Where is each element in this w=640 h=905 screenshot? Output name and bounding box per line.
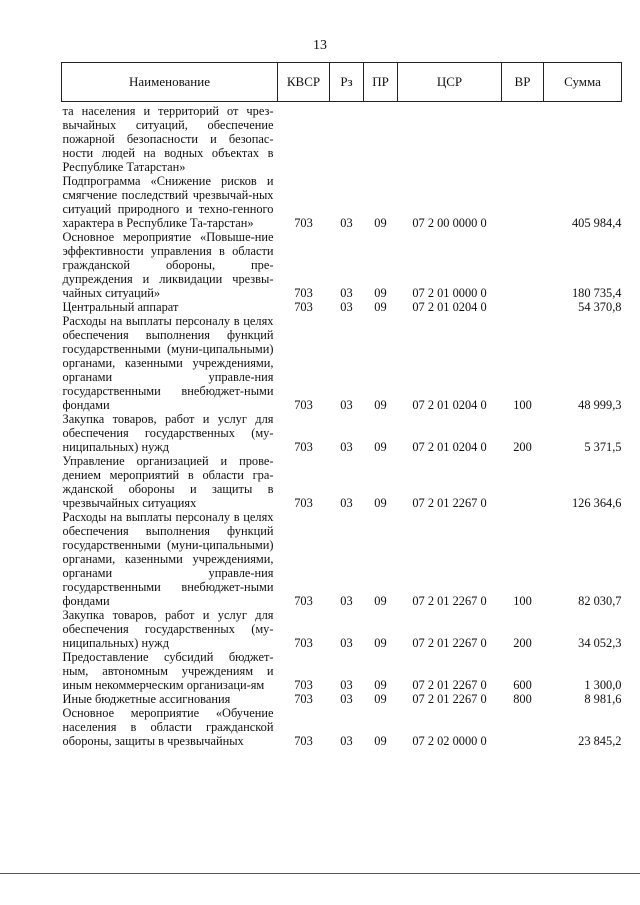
cell-name: Центральный аппарат [62,300,179,314]
cell-pr: 09 [374,286,387,300]
table-row [62,510,622,608]
cell-kvsr: 703 [294,594,313,608]
cell-sum: 180 735,4 [571,286,622,300]
cell-pr: 09 [374,734,387,748]
cell-sum: 48 999,3 [578,398,622,412]
cell-rz [330,102,364,175]
cell-rz: 03 [340,216,353,230]
cell-pr [364,102,398,175]
cell-sum [544,102,622,175]
cell-kvsr: 703 [294,286,313,300]
cell-name: Основное мероприятие «Обучение населения в области гражданской обороны, защиты в чрезвычайных [62,706,274,748]
col-header-sum: Сумма [544,63,622,102]
cell-csr: 07 2 01 0204 0 [412,300,487,314]
cell-csr [398,102,502,175]
cell-rz: 03 [340,496,353,510]
cell-sum: 23 845,2 [578,734,622,748]
table-row [62,454,622,510]
cell-kvsr: 703 [294,440,313,454]
cell-rz: 03 [340,286,353,300]
cell-rz: 03 [340,734,353,748]
cell-pr: 09 [374,440,387,454]
cell-csr: 07 2 01 2267 0 [412,678,487,692]
col-header-csr: ЦСР [398,63,502,102]
cell-vr: 100 [513,594,532,608]
cell-sum: 8 981,6 [584,692,622,706]
cell-pr: 09 [374,594,387,608]
cell-rz: 03 [340,692,353,706]
cell-kvsr: 703 [294,734,313,748]
table-row [62,412,622,454]
cell-name: Иные бюджетные ассигнования [62,692,231,706]
col-header-vr: ВР [502,63,544,102]
cell-rz: 03 [340,300,353,314]
cell-csr: 07 2 01 2267 0 [412,636,487,650]
col-header-name: Наименование [62,63,278,102]
cell-sum: 405 984,4 [571,216,622,230]
cell-pr: 09 [374,496,387,510]
cell-csr: 07 2 02 0000 0 [412,734,487,748]
cell-name: Расходы на выплаты персоналу в целях обеспечения выполнения функций государственными (муни-ципальными) органами, казенными учреждениями, органами управле-ния государственными внебюджет-ными фондами [62,510,274,608]
cell-rz: 03 [340,594,353,608]
cell-csr: 07 2 01 0204 0 [412,440,487,454]
cell-vr [502,706,544,748]
cell-name: Закупка товаров, работ и услуг для обеспечения государственных (му-ниципальных) нужд [62,412,274,454]
cell-pr: 09 [374,636,387,650]
cell-csr: 07 2 01 2267 0 [412,692,487,706]
cell-name: та населения и территорий от чрез-вычайных ситуаций, обеспечение пожарной безопасности и безопас-ности людей на водных объектах в Республике Татарстан» [62,104,274,174]
cell-csr: 07 2 01 2267 0 [412,594,487,608]
table-row [62,706,622,748]
cell-kvsr [278,102,330,175]
cell-pr: 09 [374,678,387,692]
cell-kvsr: 703 [294,678,313,692]
col-header-pr: ПР [364,63,398,102]
page-number: 13 [313,38,327,53]
cell-vr [502,230,544,300]
table-row [62,314,622,412]
page-bottom-divider [0,873,640,874]
cell-kvsr: 703 [294,300,313,314]
cell-sum: 54 370,8 [578,300,622,314]
table-body [62,102,622,749]
cell-kvsr: 703 [294,216,313,230]
cell-pr: 09 [374,300,387,314]
cell-rz: 03 [340,398,353,412]
table-row [62,230,622,300]
cell-rz: 03 [340,636,353,650]
budget-table [61,62,622,748]
cell-vr: 600 [513,678,532,692]
cell-kvsr: 703 [294,636,313,650]
cell-pr: 09 [374,692,387,706]
cell-vr: 200 [513,636,532,650]
cell-vr [502,300,544,314]
cell-name: Подпрограмма «Снижение рисков и смягчение последствий чрезвычай-ных ситуаций природного и техно-генного характера в Республике Та-тарстан» [62,174,274,230]
cell-vr [502,102,544,175]
cell-name: Управление организацией и прове-дением мероприятий в области гра-жданской обороны и защиты в чрезвычайных ситуациях [62,454,274,510]
cell-name: Предоставление субсидий бюджет-ным, автономным учреждениям и иным некоммерческим организаци-ям [62,650,274,692]
col-header-kvsr: КВСР [278,63,330,102]
cell-vr: 200 [513,440,532,454]
table-row [62,102,622,175]
cell-kvsr: 703 [294,398,313,412]
table-row [62,300,622,314]
cell-vr: 100 [513,398,532,412]
table-row [62,174,622,230]
cell-name: Закупка товаров, работ и услуг для обеспечения государственных (му-ниципальных) нужд [62,608,274,650]
cell-vr: 800 [513,692,532,706]
cell-vr [502,454,544,510]
cell-sum: 126 364,6 [571,496,622,510]
cell-vr [502,174,544,230]
cell-sum: 5 371,5 [584,440,622,454]
cell-kvsr: 703 [294,692,313,706]
cell-pr: 09 [374,398,387,412]
cell-kvsr: 703 [294,496,313,510]
cell-rz: 03 [340,440,353,454]
cell-name: Основное мероприятие «Повыше-ние эффективности управления в области гражданской обороны, пре-дупреждения и ликвидации чрезвы-чайных ситуаций» [62,230,274,300]
table-row [62,608,622,650]
cell-name: Расходы на выплаты персоналу в целях обеспечения выполнения функций государственными (муни-ципальными) органами, казенными учреждениями, органами управле-ния государственными внебюджет-ными фондами [62,314,274,412]
cell-csr: 07 2 01 2267 0 [412,496,487,510]
col-header-rz: Рз [330,63,364,102]
cell-csr: 07 2 01 0000 0 [412,286,487,300]
table-row [62,650,622,692]
cell-csr: 07 2 01 0204 0 [412,398,487,412]
cell-sum: 1 300,0 [584,678,622,692]
cell-sum: 82 030,7 [578,594,622,608]
cell-csr: 07 2 00 0000 0 [412,216,487,230]
cell-sum: 34 052,3 [578,636,622,650]
cell-pr: 09 [374,216,387,230]
cell-rz: 03 [340,678,353,692]
table-row [62,692,622,706]
table-header [62,63,622,102]
